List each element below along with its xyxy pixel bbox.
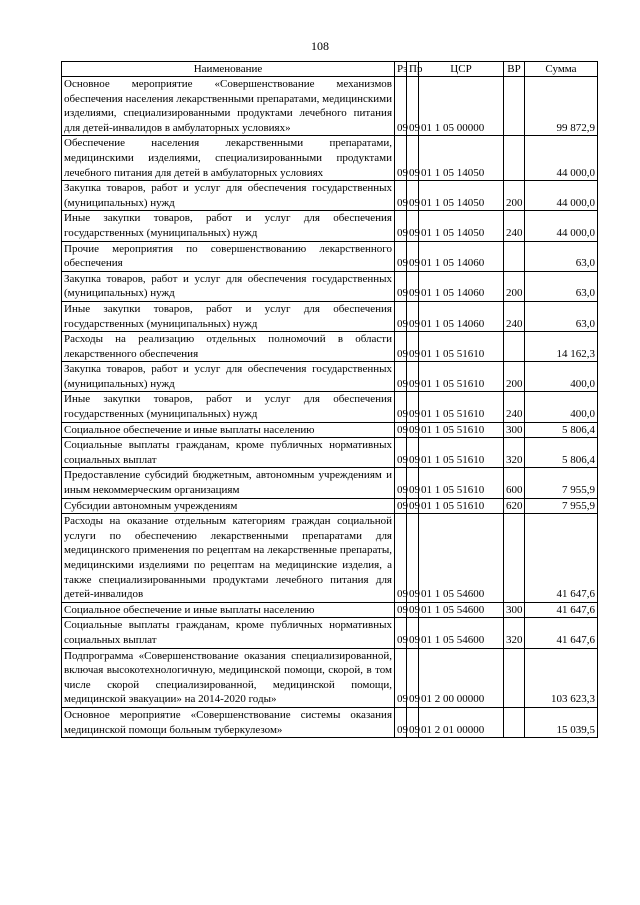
cell-csr: 01 1 05 51610 [419, 332, 504, 362]
cell-vr [504, 136, 525, 181]
cell-vr: 300 [504, 602, 525, 618]
cell-sum: 7 955,9 [525, 498, 598, 514]
cell-csr: 01 1 05 14060 [419, 241, 504, 271]
cell-rz: 09 [395, 211, 407, 241]
cell-rz: 09 [395, 468, 407, 498]
table-row [62, 271, 598, 301]
cell-name: Закупка товаров, работ и услуг для обеспечения государственных (муниципальных) нужд [62, 271, 395, 301]
cell-name: Социальные выплаты гражданам, кроме публичных нормативных социальных выплат [62, 618, 395, 648]
cell-vr [504, 707, 525, 737]
cell-pr: 09 [407, 392, 419, 422]
cell-sum: 5 806,4 [525, 422, 598, 438]
cell-sum: 44 000,0 [525, 181, 598, 211]
cell-pr: 09 [407, 422, 419, 438]
cell-pr: 09 [407, 498, 419, 514]
table-row [62, 422, 598, 438]
cell-rz: 09 [395, 707, 407, 737]
cell-rz: 09 [395, 392, 407, 422]
table-row [62, 301, 598, 331]
cell-name: Закупка товаров, работ и услуг для обеспечения государственных (муниципальных) нужд [62, 181, 395, 211]
table-row [62, 332, 598, 362]
cell-pr: 09 [407, 707, 419, 737]
cell-rz: 09 [395, 271, 407, 301]
cell-csr: 01 1 05 51610 [419, 422, 504, 438]
cell-name: Иные закупки товаров, работ и услуг для обеспечения государственных (муниципальных) нужд [62, 392, 395, 422]
cell-csr: 01 1 05 54600 [419, 618, 504, 648]
table-row [62, 181, 598, 211]
cell-pr: 09 [407, 271, 419, 301]
cell-name: Социальное обеспечение и иные выплаты населению [62, 422, 395, 438]
cell-vr [504, 241, 525, 271]
cell-pr: 09 [407, 241, 419, 271]
cell-pr: 09 [407, 136, 419, 181]
cell-pr: 09 [407, 468, 419, 498]
table-row [62, 136, 598, 181]
cell-rz: 09 [395, 648, 407, 707]
cell-vr: 620 [504, 498, 525, 514]
cell-rz: 09 [395, 77, 407, 136]
cell-sum: 41 647,6 [525, 618, 598, 648]
cell-rz: 09 [395, 438, 407, 468]
cell-sum: 15 039,5 [525, 707, 598, 737]
cell-name: Иные закупки товаров, работ и услуг для обеспечения государственных (муниципальных) нужд [62, 301, 395, 331]
cell-csr: 01 1 05 54600 [419, 602, 504, 618]
table-body [62, 77, 598, 738]
cell-vr: 300 [504, 422, 525, 438]
cell-sum: 103 623,3 [525, 648, 598, 707]
cell-pr: 09 [407, 77, 419, 136]
table-row [62, 602, 598, 618]
cell-name: Предоставление субсидий бюджетным, автономным учреждениям и иным некоммерческим организациям [62, 468, 395, 498]
table-row [62, 77, 598, 136]
cell-sum: 14 162,3 [525, 332, 598, 362]
cell-rz: 09 [395, 136, 407, 181]
cell-pr: 09 [407, 362, 419, 392]
cell-sum: 5 806,4 [525, 438, 598, 468]
cell-pr: 09 [407, 602, 419, 618]
cell-rz: 09 [395, 241, 407, 271]
cell-vr: 200 [504, 362, 525, 392]
cell-sum: 7 955,9 [525, 468, 598, 498]
cell-sum: 400,0 [525, 362, 598, 392]
cell-pr: 09 [407, 438, 419, 468]
cell-vr [504, 648, 525, 707]
cell-csr: 01 1 05 54600 [419, 514, 504, 603]
cell-name: Социальное обеспечение и иные выплаты населению [62, 602, 395, 618]
cell-rz: 09 [395, 301, 407, 331]
cell-pr: 09 [407, 301, 419, 331]
cell-rz: 09 [395, 498, 407, 514]
cell-sum: 63,0 [525, 301, 598, 331]
cell-csr: 01 1 05 14060 [419, 301, 504, 331]
cell-sum: 44 000,0 [525, 211, 598, 241]
cell-rz: 09 [395, 332, 407, 362]
cell-sum: 41 647,6 [525, 514, 598, 603]
table-row [62, 707, 598, 737]
cell-name: Основное мероприятие «Совершенствование системы оказания медицинской помощи больным туберкулезом» [62, 707, 395, 737]
cell-csr: 01 2 01 00000 [419, 707, 504, 737]
cell-vr [504, 77, 525, 136]
cell-name: Закупка товаров, работ и услуг для обеспечения государственных (муниципальных) нужд [62, 362, 395, 392]
cell-rz: 09 [395, 181, 407, 211]
cell-csr: 01 1 05 51610 [419, 438, 504, 468]
cell-name: Субсидии автономным учреждениям [62, 498, 395, 514]
cell-vr: 200 [504, 271, 525, 301]
cell-sum: 63,0 [525, 271, 598, 301]
table-row [62, 514, 598, 603]
header-sum: Сумма [525, 62, 598, 77]
cell-vr: 320 [504, 438, 525, 468]
cell-vr [504, 514, 525, 603]
table-row [62, 438, 598, 468]
table-row [62, 362, 598, 392]
cell-vr: 240 [504, 211, 525, 241]
cell-name: Прочие мероприятия по совершенствованию лекарственного обеспечения [62, 241, 395, 271]
table-row [62, 618, 598, 648]
cell-csr: 01 1 05 14060 [419, 271, 504, 301]
table-row [62, 392, 598, 422]
cell-rz: 09 [395, 618, 407, 648]
header-rz: Рз [395, 62, 407, 77]
cell-rz: 09 [395, 514, 407, 603]
cell-csr: 01 1 05 51610 [419, 468, 504, 498]
cell-csr: 01 1 05 51610 [419, 362, 504, 392]
cell-csr: 01 1 05 14050 [419, 136, 504, 181]
header-name: Наименование [62, 62, 395, 77]
table-header-row [62, 62, 598, 77]
cell-name: Подпрограмма «Совершенствование оказания специализированной, включая высокотехнологичную, медицинской помощи, скорой, в том числе скорой специализированной, медицинской помощи, медицинской эвакуации» на 2014-2020 годы» [62, 648, 395, 707]
cell-csr: 01 1 05 51610 [419, 392, 504, 422]
cell-pr: 09 [407, 648, 419, 707]
cell-vr: 320 [504, 618, 525, 648]
cell-pr: 09 [407, 514, 419, 603]
cell-vr [504, 332, 525, 362]
table-row [62, 468, 598, 498]
header-pr: Пр [407, 62, 419, 77]
table-row [62, 211, 598, 241]
cell-sum: 63,0 [525, 241, 598, 271]
cell-sum: 400,0 [525, 392, 598, 422]
cell-sum: 44 000,0 [525, 136, 598, 181]
cell-sum: 41 647,6 [525, 602, 598, 618]
cell-pr: 09 [407, 332, 419, 362]
cell-name: Основное мероприятие «Совершенствование механизмов обеспечения населения лекарственными препаратами, медицинскими изделиями, специализированными продуктами лечебного питания для детей-инвалидов в амбулаторных условиях» [62, 77, 395, 136]
page-number: 108 [311, 39, 329, 53]
table-row [62, 241, 598, 271]
cell-csr: 01 1 05 00000 [419, 77, 504, 136]
cell-name: Обеспечение населения лекарственными препаратами, медицинскими изделиями, специализированными продуктами лечебного питания для детей в амбулаторных условиях [62, 136, 395, 181]
cell-vr: 200 [504, 181, 525, 211]
cell-vr: 600 [504, 468, 525, 498]
cell-vr: 240 [504, 301, 525, 331]
cell-rz: 09 [395, 422, 407, 438]
cell-name: Социальные выплаты гражданам, кроме публичных нормативных социальных выплат [62, 438, 395, 468]
cell-sum: 99 872,9 [525, 77, 598, 136]
cell-csr: 01 1 05 51610 [419, 498, 504, 514]
cell-csr: 01 2 00 00000 [419, 648, 504, 707]
table-row [62, 648, 598, 707]
header-vr: ВР [504, 62, 525, 77]
cell-pr: 09 [407, 181, 419, 211]
cell-csr: 01 1 05 14050 [419, 181, 504, 211]
cell-rz: 09 [395, 602, 407, 618]
cell-name: Расходы на оказание отдельным категориям граждан социальной услуги по обеспечению лекарственными препаратами для медицинского применения по рецептам на лекарственные препараты, медицинскими изделиями по рецептам на медицинские изделия, а также специализированными продуктами лечебного питания для детей-инвалидов [62, 514, 395, 603]
cell-name: Иные закупки товаров, работ и услуг для обеспечения государственных (муниципальных) нужд [62, 211, 395, 241]
cell-name: Расходы на реализацию отдельных полномочий в области лекарственного обеспечения [62, 332, 395, 362]
cell-pr: 09 [407, 211, 419, 241]
budget-table [61, 61, 598, 738]
cell-vr: 240 [504, 392, 525, 422]
cell-rz: 09 [395, 362, 407, 392]
header-csr: ЦСР [419, 62, 504, 77]
cell-pr: 09 [407, 618, 419, 648]
table-row [62, 498, 598, 514]
cell-csr: 01 1 05 14050 [419, 211, 504, 241]
